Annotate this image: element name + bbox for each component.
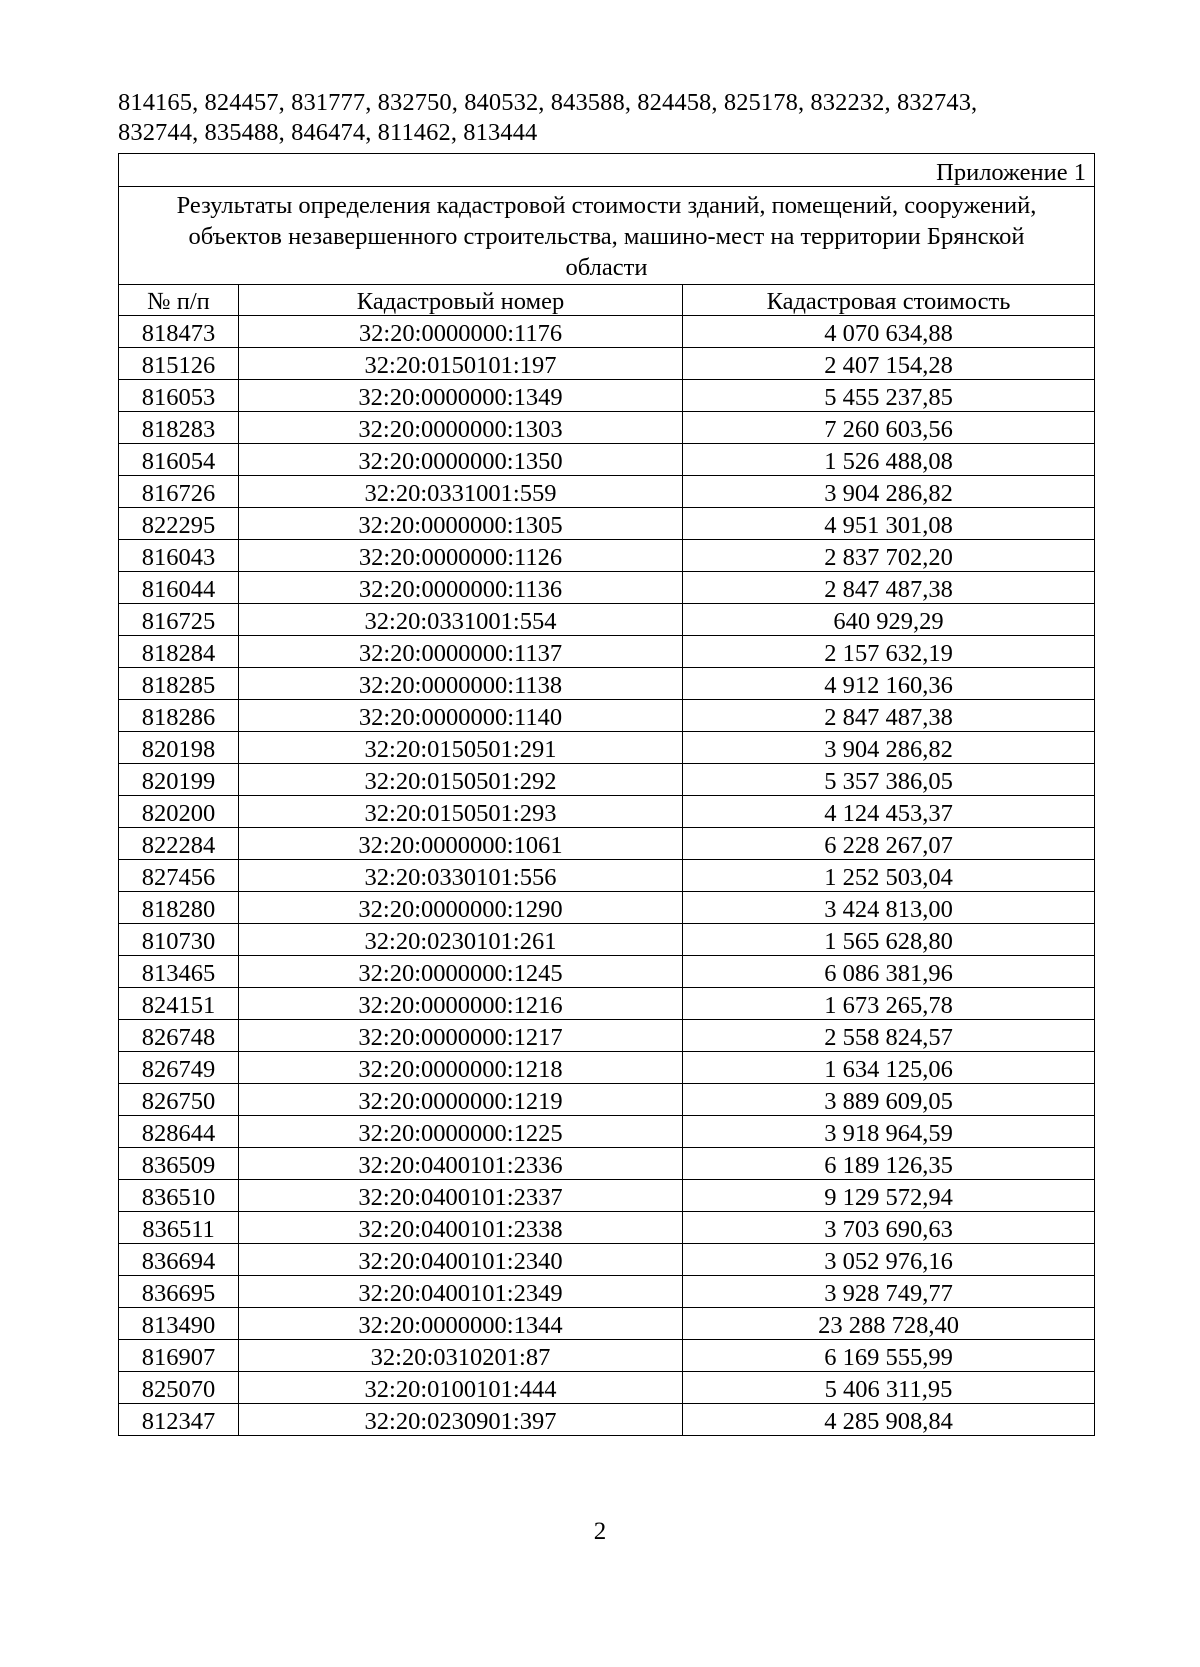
cadastral-value-cell: 5 357 386,05 <box>683 764 1095 796</box>
cadastral-value-cell: 2 837 702,20 <box>683 540 1095 572</box>
row-number-cell: 816054 <box>119 444 239 476</box>
table-row <box>119 412 1095 444</box>
cadastral-number-cell: 32:20:0000000:1290 <box>239 892 683 924</box>
cadastral-value-cell: 5 406 311,95 <box>683 1372 1095 1404</box>
cadastral-value-cell: 5 455 237,85 <box>683 380 1095 412</box>
cadastral-number-cell: 32:20:0000000:1350 <box>239 444 683 476</box>
row-number-cell: 816725 <box>119 604 239 636</box>
row-number-cell: 813490 <box>119 1308 239 1340</box>
cadastral-value-cell: 640 929,29 <box>683 604 1095 636</box>
cadastral-value-cell: 7 260 603,56 <box>683 412 1095 444</box>
cadastral-number-cell: 32:20:0000000:1225 <box>239 1116 683 1148</box>
cadastral-value-cell: 3 703 690,63 <box>683 1212 1095 1244</box>
intro-line: 832744, 835488, 846474, 811462, 813444 <box>118 119 538 146</box>
row-number-cell: 818286 <box>119 700 239 732</box>
row-number-cell: 810730 <box>119 924 239 956</box>
table-row <box>119 1404 1095 1436</box>
cadastral-number-cell: 32:20:0000000:1138 <box>239 668 683 700</box>
cadastral-value-cell: 6 169 555,99 <box>683 1340 1095 1372</box>
cadastral-value-cell: 3 424 813,00 <box>683 892 1095 924</box>
table-row <box>119 1116 1095 1148</box>
cadastral-value-cell: 1 673 265,78 <box>683 988 1095 1020</box>
table-row <box>119 540 1095 572</box>
cadastral-number-cell: 32:20:0000000:1137 <box>239 636 683 668</box>
table-row <box>119 764 1095 796</box>
table-row <box>119 1340 1095 1372</box>
cadastral-number-cell: 32:20:0000000:1349 <box>239 380 683 412</box>
cadastral-value-cell: 4 124 453,37 <box>683 796 1095 828</box>
header-cadastral-value: Кадастровая стоимость <box>683 285 1095 316</box>
table-row <box>119 380 1095 412</box>
table-row <box>119 1212 1095 1244</box>
table-row <box>119 956 1095 988</box>
table-row <box>119 988 1095 1020</box>
cadastral-value-cell: 1 252 503,04 <box>683 860 1095 892</box>
appendix-row <box>119 154 1095 187</box>
cadastral-value-cell: 4 285 908,84 <box>683 1404 1095 1436</box>
row-number-cell: 836695 <box>119 1276 239 1308</box>
table-row <box>119 1308 1095 1340</box>
cadastral-value-cell: 3 889 609,05 <box>683 1084 1095 1116</box>
header-num: № п/п <box>119 285 239 316</box>
row-number-cell: 826750 <box>119 1084 239 1116</box>
cadastral-value-cell: 6 228 267,07 <box>683 828 1095 860</box>
cadastral-number-cell: 32:20:0000000:1140 <box>239 700 683 732</box>
table-row <box>119 1052 1095 1084</box>
cadastral-number-cell: 32:20:0000000:1303 <box>239 412 683 444</box>
table-row <box>119 1084 1095 1116</box>
header-cadastral-number: Кадастровый номер <box>239 285 683 316</box>
row-number-cell: 820199 <box>119 764 239 796</box>
cadastral-number-cell: 32:20:0000000:1216 <box>239 988 683 1020</box>
cadastral-number-cell: 32:20:0400101:2340 <box>239 1244 683 1276</box>
cadastral-number-cell: 32:20:0000000:1217 <box>239 1020 683 1052</box>
row-number-cell: 818284 <box>119 636 239 668</box>
table-row <box>119 604 1095 636</box>
row-number-cell: 813465 <box>119 956 239 988</box>
table-title: Результаты определения кадастровой стоимости зданий, помещений, сооружений, объектов незавершенного строительства, машино-мест на территории Брянской области <box>119 187 1095 285</box>
row-number-cell: 826749 <box>119 1052 239 1084</box>
row-number-cell: 816053 <box>119 380 239 412</box>
table-row <box>119 1244 1095 1276</box>
row-number-cell: 816043 <box>119 540 239 572</box>
row-number-cell: 820200 <box>119 796 239 828</box>
row-number-cell: 820198 <box>119 732 239 764</box>
cadastral-number-cell: 32:20:0331001:554 <box>239 604 683 636</box>
cadastral-number-cell: 32:20:0100101:444 <box>239 1372 683 1404</box>
row-number-cell: 812347 <box>119 1404 239 1436</box>
cadastral-value-cell: 4 912 160,36 <box>683 668 1095 700</box>
cadastral-number-cell: 32:20:0400101:2338 <box>239 1212 683 1244</box>
page-number: 2 <box>593 1518 607 1545</box>
row-number-cell: 836694 <box>119 1244 239 1276</box>
cadastral-value-cell: 23 288 728,40 <box>683 1308 1095 1340</box>
row-number-cell: 815126 <box>119 348 239 380</box>
appendix-label: Приложение 1 <box>119 154 1095 187</box>
row-number-cell: 818280 <box>119 892 239 924</box>
cadastral-number-cell: 32:20:0400101:2349 <box>239 1276 683 1308</box>
table-row <box>119 444 1095 476</box>
cadastral-number-cell: 32:20:0331001:559 <box>239 476 683 508</box>
cadastral-value-cell: 2 407 154,28 <box>683 348 1095 380</box>
table-row <box>119 572 1095 604</box>
cadastral-value-cell: 2 847 487,38 <box>683 700 1095 732</box>
cadastral-number-cell: 32:20:0150501:291 <box>239 732 683 764</box>
cadastral-value-cell: 1 634 125,06 <box>683 1052 1095 1084</box>
cadastral-number-cell: 32:20:0000000:1176 <box>239 316 683 348</box>
table-row <box>119 924 1095 956</box>
intro-line: 814165, 824457, 831777, 832750, 840532, 843588, 824458, 825178, 832232, 832743, <box>118 89 978 116</box>
row-number-cell: 822284 <box>119 828 239 860</box>
row-number-cell: 816907 <box>119 1340 239 1372</box>
cadastral-value-table <box>118 153 1095 1436</box>
cadastral-number-cell: 32:20:0150101:197 <box>239 348 683 380</box>
cadastral-value-cell: 2 157 632,19 <box>683 636 1095 668</box>
row-number-cell: 826748 <box>119 1020 239 1052</box>
cadastral-value-cell: 6 189 126,35 <box>683 1148 1095 1180</box>
cadastral-number-cell: 32:20:0230101:261 <box>239 924 683 956</box>
table-row <box>119 508 1095 540</box>
cadastral-value-cell: 6 086 381,96 <box>683 956 1095 988</box>
table-row <box>119 1276 1095 1308</box>
row-number-cell: 836509 <box>119 1148 239 1180</box>
title-row <box>119 187 1095 285</box>
cadastral-number-cell: 32:20:0000000:1219 <box>239 1084 683 1116</box>
cadastral-number-cell: 32:20:0000000:1218 <box>239 1052 683 1084</box>
table-row <box>119 796 1095 828</box>
row-number-cell: 818285 <box>119 668 239 700</box>
table-row <box>119 476 1095 508</box>
row-number-cell: 818473 <box>119 316 239 348</box>
row-number-cell: 836510 <box>119 1180 239 1212</box>
cadastral-value-cell: 3 904 286,82 <box>683 476 1095 508</box>
cadastral-number-cell: 32:20:0000000:1126 <box>239 540 683 572</box>
cadastral-number-cell: 32:20:0400101:2337 <box>239 1180 683 1212</box>
table-row <box>119 860 1095 892</box>
table-row <box>119 316 1095 348</box>
cadastral-number-cell: 32:20:0000000:1305 <box>239 508 683 540</box>
cadastral-value-cell: 2 558 824,57 <box>683 1020 1095 1052</box>
row-number-cell: 818283 <box>119 412 239 444</box>
table-row <box>119 700 1095 732</box>
row-number-cell: 825070 <box>119 1372 239 1404</box>
table-row <box>119 668 1095 700</box>
table-row <box>119 1372 1095 1404</box>
cadastral-number-cell: 32:20:0000000:1136 <box>239 572 683 604</box>
cadastral-value-cell: 1 565 628,80 <box>683 924 1095 956</box>
cadastral-number-cell: 32:20:0400101:2336 <box>239 1148 683 1180</box>
cadastral-value-cell: 4 951 301,08 <box>683 508 1095 540</box>
cadastral-number-cell: 32:20:0310201:87 <box>239 1340 683 1372</box>
row-number-cell: 816726 <box>119 476 239 508</box>
row-number-cell: 816044 <box>119 572 239 604</box>
table-row <box>119 1148 1095 1180</box>
cadastral-value-cell: 3 918 964,59 <box>683 1116 1095 1148</box>
cadastral-number-cell: 32:20:0150501:292 <box>239 764 683 796</box>
cadastral-number-cell: 32:20:0000000:1245 <box>239 956 683 988</box>
cadastral-value-cell: 1 526 488,08 <box>683 444 1095 476</box>
cadastral-value-cell: 3 904 286,82 <box>683 732 1095 764</box>
row-number-cell: 822295 <box>119 508 239 540</box>
cadastral-number-cell: 32:20:0150501:293 <box>239 796 683 828</box>
cadastral-value-cell: 3 052 976,16 <box>683 1244 1095 1276</box>
cadastral-number-cell: 32:20:0000000:1344 <box>239 1308 683 1340</box>
row-number-cell: 828644 <box>119 1116 239 1148</box>
cadastral-value-cell: 2 847 487,38 <box>683 572 1095 604</box>
table-row <box>119 348 1095 380</box>
intro-number-list <box>118 88 1098 148</box>
cadastral-number-cell: 32:20:0230901:397 <box>239 1404 683 1436</box>
table-row <box>119 828 1095 860</box>
table-row <box>119 1020 1095 1052</box>
cadastral-value-cell: 4 070 634,88 <box>683 316 1095 348</box>
row-number-cell: 827456 <box>119 860 239 892</box>
table-row <box>119 732 1095 764</box>
cadastral-value-cell: 3 928 749,77 <box>683 1276 1095 1308</box>
cadastral-number-cell: 32:20:0000000:1061 <box>239 828 683 860</box>
table-row <box>119 1180 1095 1212</box>
cadastral-number-cell: 32:20:0330101:556 <box>239 860 683 892</box>
header-row <box>119 285 1095 316</box>
table-row <box>119 636 1095 668</box>
table-row <box>119 892 1095 924</box>
cadastral-value-cell: 9 129 572,94 <box>683 1180 1095 1212</box>
row-number-cell: 836511 <box>119 1212 239 1244</box>
row-number-cell: 824151 <box>119 988 239 1020</box>
